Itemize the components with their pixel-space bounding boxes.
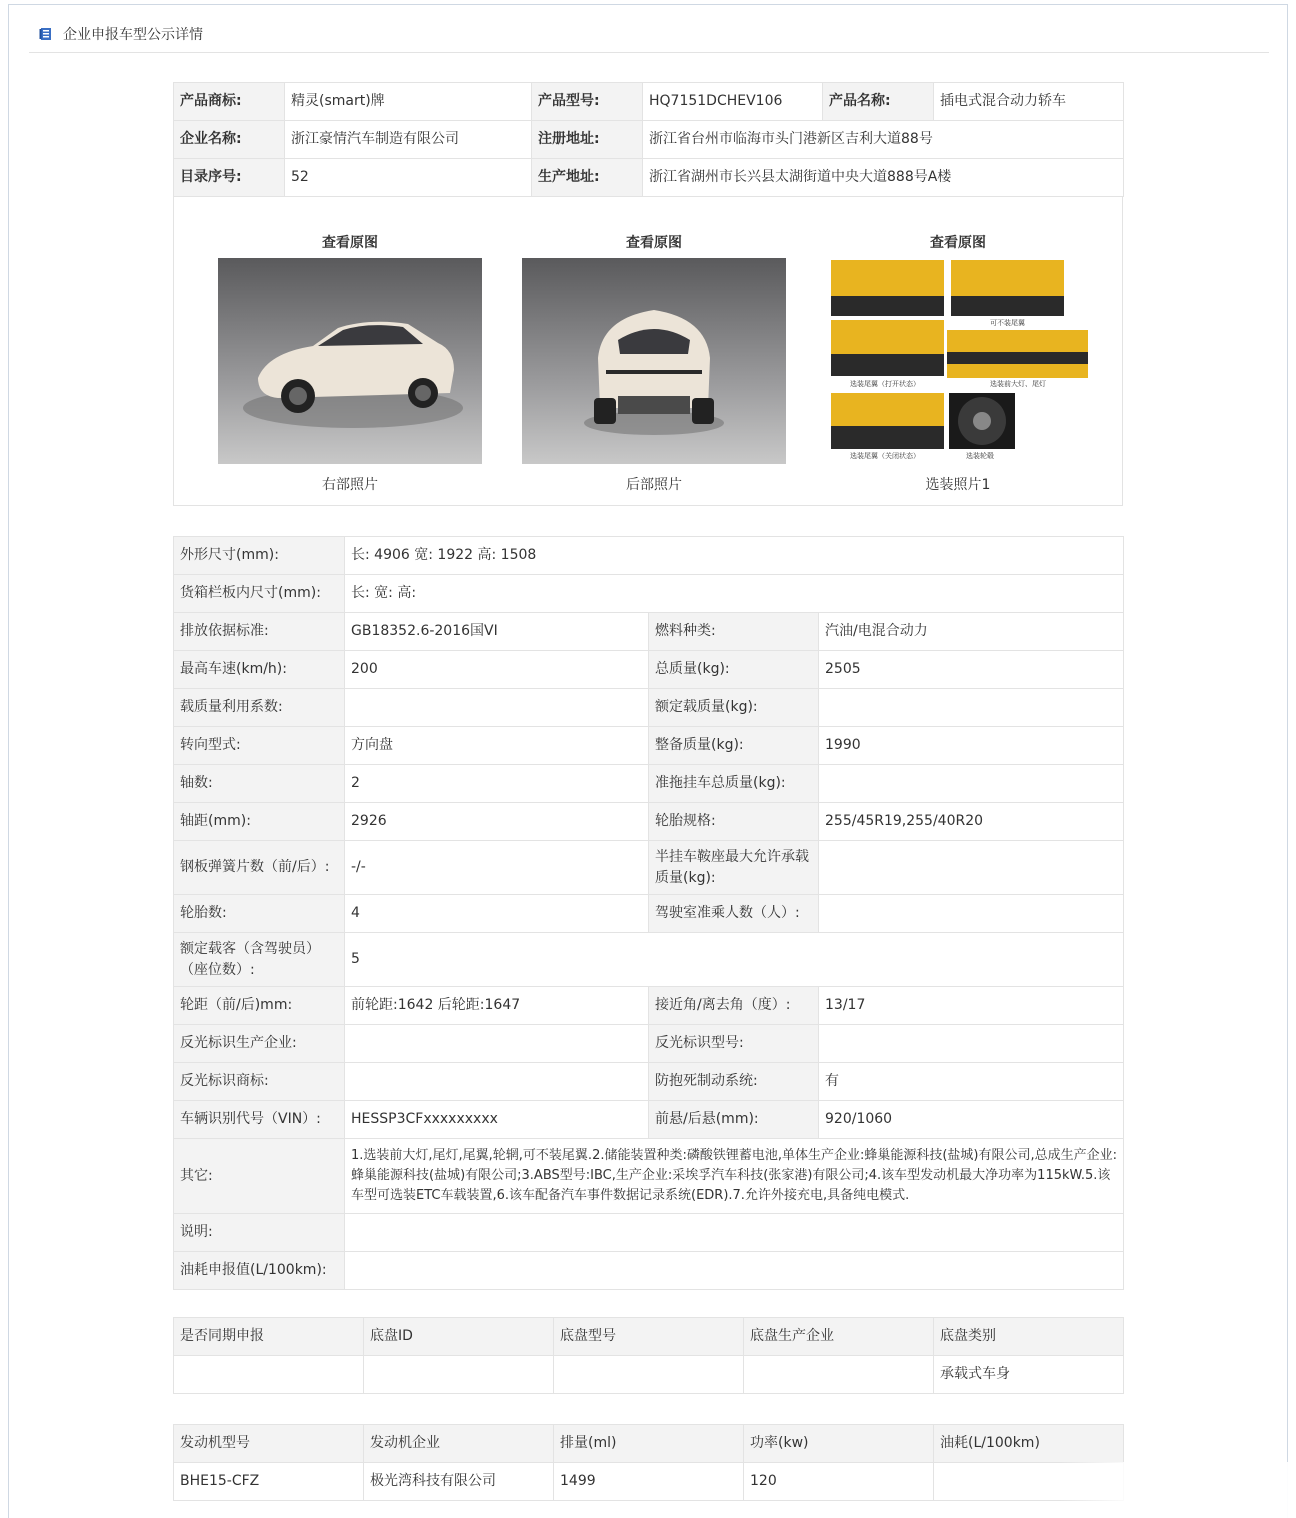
steering-label: 转向型式: (174, 727, 345, 765)
specs-table (173, 536, 1124, 1290)
engine-header: 油耗(L/100km) (934, 1425, 1124, 1463)
view-original-link[interactable]: 查看原图 (626, 235, 682, 251)
axles-value: 2 (345, 765, 649, 803)
chassis-header: 是否同期申报 (174, 1318, 364, 1356)
reg-address-value: 浙江省台州市临海市头门港新区吉利大道88号 (643, 121, 1124, 159)
overhang-value: 920/1060 (819, 1101, 1124, 1139)
company-value: 浙江豪情汽车制造有限公司 (285, 121, 532, 159)
rated-load-label: 额定载质量(kg): (649, 689, 819, 727)
abs-label: 防抱死制动系统: (649, 1063, 819, 1101)
right-photo-image[interactable] (218, 258, 482, 464)
engine-cell: 120 (744, 1463, 934, 1501)
option-caption-wing-closed: 选装尾翼（关闭状态） (850, 452, 920, 460)
chassis-cell (364, 1356, 554, 1394)
refl-brand-label: 反光标识商标: (174, 1063, 345, 1101)
vin-label: 车辆识别代号（VIN）: (174, 1101, 345, 1139)
photo-right (198, 196, 502, 506)
vin-value: HESSP3CFxxxxxxxxx (345, 1101, 649, 1139)
chassis-header: 底盘型号 (554, 1318, 744, 1356)
consumption-value (345, 1252, 1124, 1290)
model-value: HQ7151DCHEV106 (643, 83, 823, 121)
option-caption-wheels: 选装轮毂 (966, 452, 994, 460)
page-header (29, 15, 1269, 53)
watermark-overlay (1060, 1462, 1296, 1518)
rear-photo-image[interactable] (522, 258, 786, 464)
note-value (345, 1214, 1124, 1252)
curb-label: 整备质量(kg): (649, 727, 819, 765)
axles-label: 轴数: (174, 765, 345, 803)
angle-label: 接近角/离去角（度）: (649, 987, 819, 1025)
fuel-label: 燃料种类: (649, 613, 819, 651)
engine-header: 排量(ml) (554, 1425, 744, 1463)
note-label: 说明: (174, 1214, 345, 1252)
book-icon (39, 27, 53, 41)
tire-label: 轮胎规格: (649, 803, 819, 841)
photo-rear (502, 196, 806, 506)
brand-value: 精灵(smart)牌 (285, 83, 532, 121)
view-original-link[interactable]: 查看原图 (930, 235, 986, 251)
load-coef-value (345, 689, 649, 727)
saddle-label: 半挂车鞍座最大允许承载质量(kg): (649, 841, 819, 895)
wheelbase-value: 2926 (345, 803, 649, 841)
trailer-value (819, 765, 1124, 803)
refl-maker-label: 反光标识生产企业: (174, 1025, 345, 1063)
refl-model-label: 反光标识型号: (649, 1025, 819, 1063)
brand-label: 产品商标: (174, 83, 285, 121)
option-caption-wing-open: 选装尾翼（打开状态） (850, 380, 920, 388)
view-original-link[interactable]: 查看原图 (322, 235, 378, 251)
abs-value: 有 (819, 1063, 1124, 1101)
refl-maker-value (345, 1025, 649, 1063)
other-value: 1.选装前大灯,尾灯,尾翼,轮辋,可不装尾翼.2.储能装置种类:磷酸铁锂蓄电池,单体生产企业:蜂巢能源科技(盐城)有限公司,总成生产企业:蜂巢能源科技(盐城)有限公司;3.ABS型号:IBC,生产企业:采埃孚汽车科技(张家港)有限公司;4.该车型发动机最大净功率为115kW.5.该车型可选装ETC车载装置,6.该车配备汽车事件数据记录系统(EDR).7.允许外接充电,具备纯电模式. (345, 1139, 1124, 1214)
total-mass-value: 2505 (819, 651, 1124, 689)
seats-label: 额定载客（含驾驶员）（座位数）: (174, 933, 345, 987)
rear-photo-caption: 后部照片 (626, 477, 682, 493)
option-photo-caption: 选装照片1 (925, 477, 991, 493)
photo-gallery (173, 196, 1123, 506)
saddle-value (819, 841, 1124, 895)
total-mass-label: 总质量(kg): (649, 651, 819, 689)
catalog-label: 目录序号: (174, 159, 285, 197)
emission-value: GB18352.6-2016国VI (345, 613, 649, 651)
spring-label: 钢板弹簧片数（前/后）: (174, 841, 345, 895)
emission-label: 排放依据标准: (174, 613, 345, 651)
cargo-value: 长: 宽: 高: (345, 575, 1124, 613)
chassis-cell (174, 1356, 364, 1394)
basic-info-table (173, 82, 1124, 197)
engine-cell: 1499 (554, 1463, 744, 1501)
trailer-label: 准拖挂车总质量(kg): (649, 765, 819, 803)
cab-value (819, 895, 1124, 933)
track-label: 轮距（前/后)mm: (174, 987, 345, 1025)
steering-value: 方向盘 (345, 727, 649, 765)
cargo-label: 货箱栏板内尺寸(mm): (174, 575, 345, 613)
angle-value: 13/17 (819, 987, 1124, 1025)
company-label: 企业名称: (174, 121, 285, 159)
overhang-label: 前悬/后悬(mm): (649, 1101, 819, 1139)
cab-label: 驾驶室准乘人数（人）: (649, 895, 819, 933)
option-caption-lights: 选装前大灯、尾灯 (990, 380, 1046, 388)
chassis-table (173, 1317, 1124, 1394)
speed-value: 200 (345, 651, 649, 689)
prod-address-label: 生产地址: (532, 159, 643, 197)
dims-value: 长: 4906 宽: 1922 高: 1508 (345, 537, 1124, 575)
track-value: 前轮距:1642 后轮距:1647 (345, 987, 649, 1025)
engine-header: 发动机企业 (364, 1425, 554, 1463)
right-photo-caption: 右部照片 (322, 477, 378, 493)
refl-model-value (819, 1025, 1124, 1063)
speed-label: 最高车速(km/h): (174, 651, 345, 689)
chassis-header: 底盘类别 (934, 1318, 1124, 1356)
fuel-value: 汽油/电混合动力 (819, 613, 1124, 651)
engine-cell: BHE15-CFZ (174, 1463, 364, 1501)
tires-value: 4 (345, 895, 649, 933)
engine-cell: 极光湾科技有限公司 (364, 1463, 554, 1501)
load-coef-label: 载质量利用系数: (174, 689, 345, 727)
chassis-cell (744, 1356, 934, 1394)
seats-value: 5 (345, 933, 1124, 987)
photo-option-1 (806, 196, 1110, 506)
chassis-cell (554, 1356, 744, 1394)
chassis-cell: 承载式车身 (934, 1356, 1124, 1394)
prod-address-value: 浙江省湖州市长兴县太湖街道中央大道888号A楼 (643, 159, 1124, 197)
wheelbase-label: 轴距(mm): (174, 803, 345, 841)
tire-value: 255/45R19,255/40R20 (819, 803, 1124, 841)
catalog-value: 52 (285, 159, 532, 197)
reg-address-label: 注册地址: (532, 121, 643, 159)
product-name-value: 插电式混合动力轿车 (934, 83, 1124, 121)
rated-load-value (819, 689, 1124, 727)
page-title: 企业申报车型公示详情 (63, 26, 203, 43)
dims-label: 外形尺寸(mm): (174, 537, 345, 575)
engine-header: 功率(kw) (744, 1425, 934, 1463)
tires-label: 轮胎数: (174, 895, 345, 933)
chassis-header: 底盘ID (364, 1318, 554, 1356)
product-name-label: 产品名称: (823, 83, 934, 121)
chassis-header: 底盘生产企业 (744, 1318, 934, 1356)
spring-value: -/- (345, 841, 649, 895)
refl-brand-value (345, 1063, 649, 1101)
engine-table (173, 1424, 1124, 1501)
engine-header: 发动机型号 (174, 1425, 364, 1463)
other-label: 其它: (174, 1139, 345, 1214)
option-photo-image[interactable] (830, 258, 1094, 464)
model-label: 产品型号: (532, 83, 643, 121)
curb-value: 1990 (819, 727, 1124, 765)
option-caption-no-wing: 可不装尾翼 (990, 319, 1025, 327)
consumption-label: 油耗申报值(L/100km): (174, 1252, 345, 1290)
